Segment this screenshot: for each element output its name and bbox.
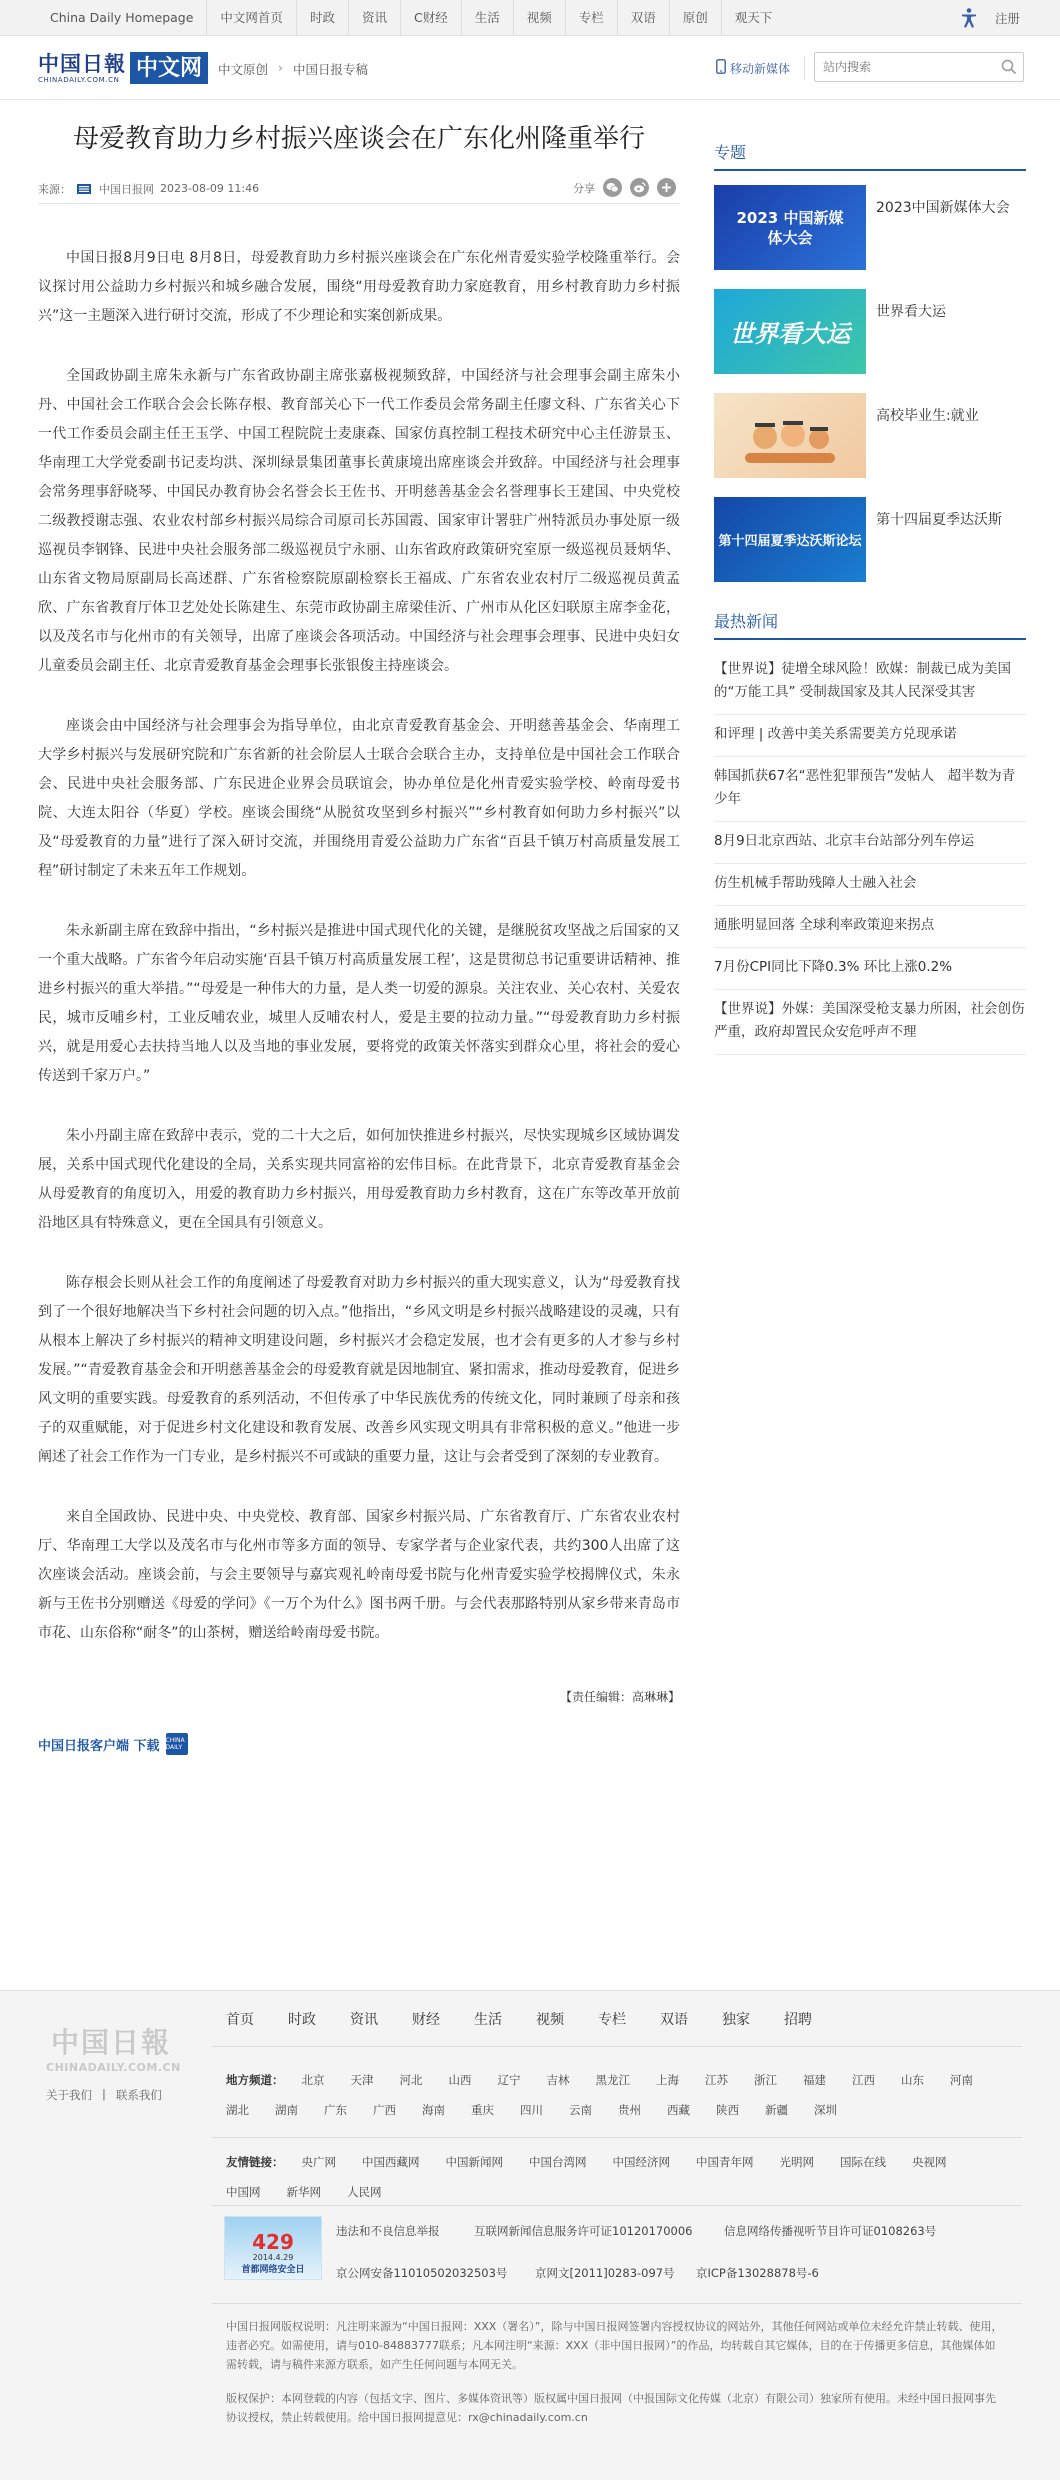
breadcrumb-separator: › <box>278 60 284 75</box>
topic-thumbnail[interactable] <box>714 185 866 270</box>
news-license-link[interactable]: 互联网新闻信息服务许可证10120170006 <box>474 2224 693 2238</box>
about-us-link[interactable]: 关于我们 <box>46 2088 92 2102</box>
search-input[interactable] <box>815 53 995 81</box>
footer-about-links <box>46 2087 162 2103</box>
article-paragraph: 来自全国政协、民进中央、中央党校、教育部、国家乡村振兴局、广东省教育厅、广东省农业农村厅、华南理工大学以及茂名市与化州市等多方面的领导、专家学者与企业家代表，共约300人出席了这次座谈会活动。座谈会前，与会主要领导与嘉宾观礼岭南母爱书院与化州青爱实验学校揭牌仪式，朱永新与王佐书分别赠送《母爱的学问》《一万个为什么》图书两千册。与会代表那路特别从家乡带来青岛市市花、山东俗称“耐冬”的山茶树，赠送给岭南母爱书院。 <box>38 1509 680 1641</box>
wechat-share-icon[interactable] <box>603 178 622 197</box>
sidebar <box>714 140 1026 1055</box>
footer-nav <box>212 1991 1022 2047</box>
region-link[interactable]: 河南 <box>950 2073 973 2087</box>
region-link[interactable]: 新疆 <box>765 2103 788 2117</box>
weibo-share-icon[interactable] <box>630 178 649 197</box>
hot-news-item[interactable]: 【世界说】徒增全球风险！欧媒：制裁已成为美国的“万能工具” 受制裁国家及其人民深受其害 <box>714 650 1026 715</box>
friend-link[interactable]: 中国青年网 <box>696 2155 754 2169</box>
region-link[interactable]: 广东 <box>324 2103 347 2117</box>
top-right <box>959 0 1020 36</box>
region-link[interactable]: 江西 <box>852 2073 875 2087</box>
footer-logo-cn: 中国日報 <box>50 2026 171 2059</box>
copyright-protection: 版权保护：本网登载的内容（包括文字、图片、多媒体资讯等）版权属中国日报网（中报国际文化传媒（北京）有限公司）独家所有使用。未经中国日报网事先协议授权，禁止转载使用。给中国日报网提意见：rx@chinadaily.com.cn <box>226 2392 996 2424</box>
cyber-security-day-badge[interactable] <box>224 2216 322 2280</box>
share-label: 分享 <box>573 181 595 195</box>
region-link[interactable]: 江苏 <box>705 2073 728 2087</box>
region-link[interactable]: 福建 <box>803 2073 826 2087</box>
topic-label[interactable]: 世界看大运 <box>876 304 946 320</box>
source-logo-icon <box>77 184 91 194</box>
friend-link[interactable]: 新华网 <box>286 2185 321 2199</box>
region-link[interactable]: 山西 <box>448 2073 472 2087</box>
friend-link[interactable]: 国际在线 <box>840 2155 886 2169</box>
article-datetime: 2023-08-09 11:46 <box>160 182 260 195</box>
article-meta <box>38 174 680 204</box>
top-nav-original[interactable]: 原创 <box>670 0 722 36</box>
search-icon[interactable] <box>995 53 1023 81</box>
topic-item[interactable] <box>714 185 1026 273</box>
article-body <box>38 204 680 1648</box>
friend-link[interactable]: 央视网 <box>912 2155 947 2169</box>
responsible-editor: 【责任编辑：高琳琳】 <box>559 1690 680 1704</box>
top-nav-politics[interactable]: 时政 <box>297 0 349 36</box>
accessibility-icon[interactable] <box>959 7 979 29</box>
footer-nav-item[interactable]: 独家 <box>722 2011 750 2028</box>
copyright-notice: 中国日报网版权说明：凡注明来源为“中国日报网：XXX（署名）”，除与中国日报网签署内容授权协议的网站外，其他任何网站或单位未经允许禁止转载、使用，违者必究。如需使用，请与010-84883777联系；凡本网注明“来源：XXX（非中国日报网）”的作品，均转载自其它媒体，目的在于传播更多信息，其他媒体如需转载，请与稿件来源方联系，如产生任何问题与本网无关。 <box>226 2320 1003 2371</box>
footer-logo-en: CHINADAILY.COM.CN <box>46 2061 181 2074</box>
hot-news-item[interactable]: 仿生机械手帮助残障人士融入社会 <box>714 864 1026 906</box>
hot-news-item[interactable]: 通胀明显回落 全球利率政策迎来拐点 <box>714 906 1026 948</box>
region-link[interactable]: 四川 <box>520 2103 543 2117</box>
logo-cn-text: 中国日報 <box>38 51 126 76</box>
region-link[interactable]: 浙江 <box>754 2073 777 2087</box>
friend-link[interactable]: 中国新闻网 <box>445 2155 503 2169</box>
friend-link[interactable]: 光明网 <box>779 2155 814 2169</box>
register-link[interactable]: 注册 <box>994 11 1020 26</box>
china-daily-app-icon: CHINA DAILY <box>166 1733 188 1755</box>
top-nav-column[interactable]: 专栏 <box>566 0 618 36</box>
logo-en-text: CHINADAILY.COM.CN <box>38 76 120 84</box>
region-link[interactable]: 深圳 <box>814 2103 837 2117</box>
top-nav-bilingual[interactable]: 双语 <box>618 0 670 36</box>
region-link[interactable]: 北京 <box>301 2073 325 2087</box>
friend-link[interactable]: 央广网 <box>301 2155 336 2169</box>
article-paragraph: 朱永新副主席在致辞中指出，“乡村振兴是推进中国式现代化的关键，是继脱贫攻坚战之后国家的又一个重大战略。广东省今年启动实施‘百县千镇万村高质量发展工程’，这是贯彻总书记重要讲话精神、推进乡村振兴的重大举措。”“母爱是一种伟大的力量，是人类一切爱的源泉。关注农业、关心农村、关爱农民，城市反哺乡村，工业反哺农业，城里人反哺农村人，爱是主要的拉动力量。”“母爱教育助力乡村振兴，就是用爱心去扶持当地人以及当地的事业发展，要将党的政策关怀落实到群众心里，将社会的爱心传送到千家万户。” <box>38 923 680 1084</box>
region-link[interactable]: 西藏 <box>667 2103 690 2117</box>
region-link[interactable]: 山东 <box>901 2073 924 2087</box>
hot-news-item[interactable]: 韩国抓获67名“恶性犯罪预告”发帖人 超半数为青少年 <box>714 757 1026 822</box>
source-label: 来源： <box>38 182 71 196</box>
topic-item[interactable] <box>714 393 1026 481</box>
icp-record-link[interactable]: 京ICP备13028878号-6 <box>696 2266 819 2280</box>
hot-news-item[interactable]: 【世界说】外媒：美国深受枪支暴力所困，社会创伤严重，政府却置民众安危呼声不理 <box>714 990 1026 1055</box>
article-paragraph: 朱小丹副主席在致辞中表示，党的二十大之后，如何加快推进乡村振兴，尽快实现城乡区域协调发展，关系中国式现代化建设的全局，关系实现共同富裕的宏伟目标。在此背景下，北京青爱教育基金会从母爱教育的角度切入，用爱的教育助力乡村振兴，用母爱教育助力乡村教育，这在广东等改革开放前沿地区具有特殊意义，更在全国具有引领意义。 <box>38 1128 680 1231</box>
article-paragraph: 中国日报8月9日电 8月8日，母爱教育助力乡村振兴座谈会在广东化州青爱实验学校隆重举行。会议探讨用公益助力乡村振兴和城乡融合发展，围绕“用母爱教育助力家庭教育，用乡村教育助力乡村振兴”这一主题深入进行研讨交流，形成了不少理论和实案创新成果。 <box>38 250 680 324</box>
footer-logo[interactable] <box>46 2021 181 2074</box>
site-logo[interactable] <box>38 52 208 84</box>
article-paragraph: 座谈会由中国经济与社会理事会为指导单位，由北京青爱教育基金会、开明慈善基金会、华南理工大学乡村振兴与发展研究院和广东省新的社会阶层人士联合会联合主办，支持单位是中国社会工作联合会、民进中央社会服务部、广东民进企业界会员联谊会，协办单位是化州青爱实验学校、岭南母爱书院、大连太阳谷（华夏）学校。座谈会围绕“从脱贫攻坚到乡村振兴”“乡村教育如何助力乡村振兴”以及“母爱教育的力量”进行了深入研讨交流，并围绕用青爱公益助力广东省“百县千镇万村高质量发展工程”研讨制定了未来五年工作规划。 <box>38 718 680 879</box>
contact-us-link[interactable]: 联系我们 <box>115 2088 162 2102</box>
footer-nav-item[interactable]: 时政 <box>288 2011 316 2028</box>
topic-thumbnail-text: 2023 中国新媒体大会 <box>736 208 844 247</box>
footer-nav-item[interactable]: 视频 <box>536 2011 564 2028</box>
site-footer <box>0 1990 1060 2480</box>
friend-link[interactable]: 中国经济网 <box>612 2155 670 2169</box>
topic-label[interactable]: 高校毕业生:就业 <box>876 408 979 424</box>
region-link[interactable]: 陕西 <box>716 2103 739 2117</box>
topic-label[interactable]: 2023中国新媒体大会 <box>876 200 1010 216</box>
footer-nav-item[interactable]: 双语 <box>660 2011 688 2028</box>
graduation-illustration-icon <box>735 401 845 471</box>
footer-nav-item[interactable]: 资讯 <box>350 2011 378 2028</box>
footer-nav-item[interactable]: 招聘 <box>784 2011 812 2028</box>
region-link[interactable]: 贵州 <box>618 2103 641 2117</box>
footer-nav-item[interactable]: 首页 <box>226 2011 254 2028</box>
hot-news-item[interactable]: 7月份CPI同比下降0.3% 环比上涨0.2% <box>714 948 1026 990</box>
mobile-media-link[interactable] <box>716 56 805 80</box>
client-download-link[interactable] <box>38 1733 680 1755</box>
footer-nav-item[interactable]: 专栏 <box>598 2011 626 2028</box>
breadcrumb-item-special[interactable]: 中国日报专稿 <box>293 62 369 77</box>
region-link[interactable]: 天津 <box>350 2073 374 2087</box>
more-share-icon[interactable] <box>657 178 676 197</box>
share-bar <box>573 178 676 197</box>
client-download-label: 中国日报客户端 下载 <box>38 1738 160 1754</box>
footer-link-divider: | <box>102 2087 106 2101</box>
topic-thumbnail-text: 第十四届夏季达沃斯论坛 <box>718 534 862 549</box>
footer-divider <box>212 2137 1022 2138</box>
friend-links <box>226 2147 1006 2207</box>
region-link[interactable]: 黑龙江 <box>595 2073 630 2087</box>
topic-thumbnail[interactable] <box>714 497 866 582</box>
topic-item[interactable] <box>714 497 1026 585</box>
top-bar <box>0 0 1060 36</box>
top-nav-china-daily-homepage[interactable]: China Daily Homepage <box>40 0 207 36</box>
region-link[interactable]: 上海 <box>656 2073 679 2087</box>
region-link[interactable]: 辽宁 <box>497 2073 521 2087</box>
region-link[interactable]: 广西 <box>373 2103 396 2117</box>
article-title: 母爱教育助力乡村振兴座谈会在广东化州隆重举行 <box>72 124 645 154</box>
top-nav-life[interactable]: 生活 <box>462 0 514 36</box>
regional-channels <box>226 2065 1006 2125</box>
source-name[interactable]: 中国日报网 <box>99 182 154 196</box>
footer-divider <box>212 2303 1022 2304</box>
police-record-link[interactable]: 京公网安备11010502032503号 <box>336 2266 508 2280</box>
top-nav-finance[interactable]: C财经 <box>401 0 462 36</box>
topic-thumbnail[interactable] <box>714 393 866 478</box>
search-box <box>814 52 1024 82</box>
topics-heading: 专题 <box>714 140 1026 171</box>
culture-license-link[interactable]: 京网文[2011]0283-097号 <box>535 2266 675 2280</box>
top-nav-video[interactable]: 视频 <box>514 0 566 36</box>
article-main <box>38 110 680 1755</box>
article-paragraph: 全国政协副主席朱永新与广东省政协副主席张嘉极视频致辞，中国经济与社会理事会副主席朱小丹、中国社会工作联合会会长陈存根、教育部关心下一代工作委员会常务副主任廖文科、广东省关心下一代工作委员会副主任王玉学、中国工程院院士麦康森、国家仿真控制工程技术研究中心主任游景玉、华南理工大学党委副书记麦均洪、深圳绿景集团董事长黄康境出席座谈会并致辞。中国经济与社会理事会常务理事舒晓琴、中国民办教育协会名誉会长王佐书、开明慈善基金会名誉理事长王建国、中央党校二级教授谢志强、农业农村部乡村振兴局综合司原司长苏国霞、国家审计署驻广州特派员办事处原一级巡视员李钢锋、民进中央社会服务部二级巡视员宁永丽、山东省政府政策研究室原一级巡视员聂炳华、山东省文物局原副局长高述群、广东省检察院原副检察长王福成、广东省农业农村厅二级巡视员黄孟欣、广东省教育厅体卫艺处处长陈建生、东莞市政协副主席梁佳沂、广州市从化区妇联原主席李金花，以及茂名市与化州市的有关领导，出席了座谈会各项活动。中国经济与社会理事会理事、民进中央妇女儿童委员会副主任、北京青爱教育基金会理事长张银俊主持座谈会。 <box>38 368 680 674</box>
topic-thumbnail[interactable] <box>714 289 866 374</box>
topic-item[interactable] <box>714 289 1026 377</box>
top-nav-world[interactable]: 观天下 <box>734 10 773 25</box>
breadcrumb-item-original[interactable]: 中文原创 <box>218 62 269 77</box>
footer-nav-item[interactable]: 财经 <box>412 2011 440 2028</box>
report-illegal-link[interactable]: 违法和不良信息举报 <box>336 2224 440 2238</box>
site-header <box>0 36 1060 100</box>
top-nav <box>40 0 785 36</box>
logo-box-text: 中文网 <box>130 52 208 84</box>
topic-label[interactable]: 第十四届夏季达沃斯 <box>876 512 1002 528</box>
top-nav-cn-home[interactable]: 中文网首页 <box>207 0 297 36</box>
region-link[interactable]: 重庆 <box>471 2103 494 2117</box>
badge-title: 首都网络安全日 <box>241 2265 305 2275</box>
friend-link[interactable]: 人民网 <box>347 2185 382 2199</box>
badge-number: 429 <box>252 2230 294 2254</box>
region-link[interactable]: 湖南 <box>275 2103 298 2117</box>
region-link[interactable]: 吉林 <box>546 2073 570 2087</box>
friend-link[interactable]: 中国台湾网 <box>529 2155 587 2169</box>
friend-links-label: 友情链接： <box>226 2155 284 2169</box>
region-link[interactable]: 河北 <box>399 2073 423 2087</box>
badge-date: 2014.4.29 <box>252 2253 294 2262</box>
hot-news-item[interactable]: 和评理 | 改善中美关系需要美方兑现承诺 <box>714 715 1026 757</box>
mobile-media-label: 移动新媒体 <box>730 61 791 76</box>
footer-nav-item[interactable]: 生活 <box>474 2011 502 2028</box>
top-nav-news[interactable]: 资讯 <box>349 0 401 36</box>
region-link[interactable]: 湖北 <box>226 2103 249 2117</box>
region-link[interactable]: 云南 <box>569 2103 592 2117</box>
topic-thumbnail-text: 世界看大运 <box>730 320 850 348</box>
regional-channels-label: 地方频道： <box>226 2073 284 2087</box>
hot-news-heading: 最热新闻 <box>714 609 1026 640</box>
breadcrumb <box>218 60 368 78</box>
friend-link[interactable]: 中国西藏网 <box>362 2155 420 2169</box>
av-license-link[interactable]: 信息网络传播视听节目许可证0108263号 <box>724 2224 937 2238</box>
article-paragraph: 陈存根会长则从社会工作的角度阐述了母爱教育对助力乡村振兴的重大现实意义，认为“母爱教育找到了一个很好地解决当下乡村社会问题的切入点。”他指出，“乡风文明是乡村振兴战略建设的灵魂，只有从根本上解决了乡村振兴的精神文明建设问题，乡村振兴才会稳定发展，也才会有更多的人才参与乡村发展。”“青爱教育基金会和开明慈善基金会的母爱教育就是因地制宜、紧扣需求，推动母爱教育，促进乡风文明的重要实践。母爱教育的系列活动，不但传承了中华民族优秀的传统文化，同时兼顾了母亲和孩子的双重赋能，对于促进乡村文化建设和教育发展、改善乡风实现文明具有非常积极的意义。”他进一步阐述了社会工作作为一门专业，是乡村振兴不可或缺的重要力量，这让与会者受到了深刻的专业教育。 <box>38 1275 680 1465</box>
friend-link[interactable]: 中国网 <box>226 2185 261 2199</box>
region-link[interactable]: 海南 <box>422 2103 445 2117</box>
hot-news-item[interactable]: 8月9日北京西站、北京丰台站部分列车停运 <box>714 822 1026 864</box>
footer-divider <box>212 2205 1022 2206</box>
mobile-phone-icon <box>716 59 726 77</box>
